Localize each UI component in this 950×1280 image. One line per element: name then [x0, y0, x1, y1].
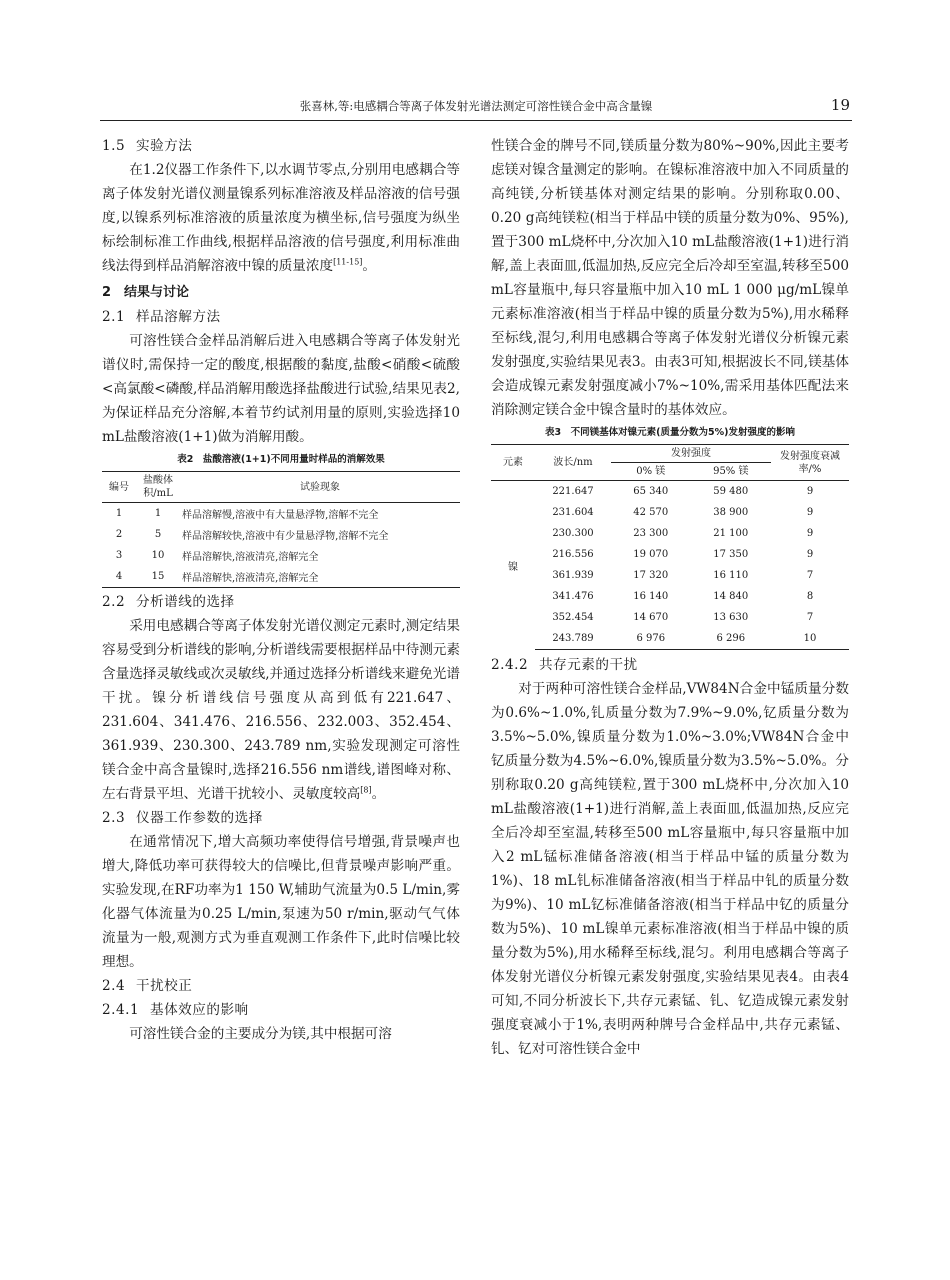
section-title: 分析谱线的选择: [136, 594, 235, 610]
right-column: [491, 134, 849, 1061]
section-heading-2: [102, 281, 460, 305]
section-heading-2-4-1: [102, 998, 460, 1022]
table-header: 发射强度衰减率/%: [771, 445, 849, 481]
paragraph: 性镁合金的牌号不同,镁质量分数为80%~90%,因此主要考虑镁对镍含量测定的影响。在镍标准溶液中加入不同质量的高纯镁,分析镁基体对测定结果的影响。分别称取0.00、0.20 g高纯镁粒(相当于样品中镁的质量分数为0%、95%),置于300 mL烧杯中,分次加入10 mL盐酸溶液(1+1)进行消解,盖上表面皿,低温加热,反应完全后冷却至室温,转移至500 mL容量瓶中,每只容量瓶中加入10 mL 1 000 μg/mL镍单元素标准溶液(相当于样品中镍的质量分数为5%),用水稀释至标线,混匀,利用电感耦合等离子体发射光谱仪分析镍元素发射强度,实验结果见表3。由表3可知,根据波长不同,镁基体会造成镍元素发射强度减小7%~10%,需采用基体匹配法来消除测定镁合金中镍含量时的基体效应。: [491, 138, 849, 418]
section-number: 2.2: [102, 594, 126, 610]
table-row: 231.604 42 570 38 900 9: [552, 507, 814, 518]
table-row: 243.789 6 976 6 296 10: [491, 628, 849, 650]
section-title: 干扰校正: [136, 978, 193, 994]
table-header: 编号: [102, 472, 136, 503]
table-header: 95% 镁: [713, 466, 749, 477]
section-heading-1-5: [102, 134, 460, 158]
section-title: 共存元素的干扰: [539, 657, 638, 673]
table-header: 试验现象: [180, 472, 460, 503]
section-number: 2.4.1: [102, 1002, 140, 1018]
paragraph: 在1.2仪器工作条件下,以水调节零点,分别用电感耦合等离子体发射光谱仪测量镍系列标准溶液及样品溶液的信号强度,以镍系列标准溶液的质量浓度为横坐标,信号强度为纵坐标绘制标准工作曲线,根据样品溶液的信号强度,利用标准曲线法得到样品消解溶液中镍的质量浓度[11-15]。: [102, 162, 460, 274]
element-cell: 镍: [491, 481, 535, 650]
section-heading-2-4-2: [491, 653, 849, 677]
left-column: [102, 134, 460, 1046]
table-header: 发射强度: [611, 445, 771, 463]
section-heading-2-1: [102, 305, 460, 329]
section-number: 2.1: [102, 309, 126, 325]
table-header: 元素: [491, 445, 535, 481]
table-row: 4 15 样品溶解快,溶液清亮,溶解完全: [102, 566, 460, 588]
section-number: 2.3: [102, 810, 126, 826]
table-row: 3 10 样品溶解快,溶液清亮,溶解完全: [115, 550, 319, 563]
paragraph: 可溶性镁合金样品消解后进入电感耦合等离子体发射光谱仪时,需保持一定的酸度,根据酸的黏度,盐酸<硝酸<硫酸<高氯酸<磷酸,样品消解用酸选择盐酸进行试验,结果见表2,为保证样品充分溶解,本着节约试剂用量的原则,实验选择10 mL盐酸溶液(1+1)做为消解用酸。: [102, 333, 460, 445]
table-row: 341.476 16 140 14 840 8: [552, 591, 814, 602]
table-2-caption: 表2 盐酸溶液(1+1)不同用量时样品的消解效果: [177, 454, 385, 465]
table-row: 361.939 17 320 16 110 7: [552, 570, 814, 581]
paragraph: 采用电感耦合等离子体发射光谱仪测定元素时,测定结果容易受到分析谱线的影响,分析谱线需要根据样品中待测元素含量选择灵敏线或次灵敏线,并通过选择分析谱线来避免光谱干扰。镍分析谱线信号强度从高到低有221.647、231.604、341.476、216.556、232.003、352.454、361.939、230.300、243.789 nm,实验发现测定可溶性镁合金中高含量镍时,选择216.556 nm谱线,谱图峰对称、左右背景平坦、光谱干扰较小、灵敏度较高[8]。: [102, 618, 460, 802]
table-row: 216.556 19 070 17 350 9: [552, 549, 814, 560]
table-3: [491, 444, 849, 650]
citation[interactable]: [11-15]: [333, 257, 363, 267]
section-heading-2-2: [102, 590, 460, 614]
table-3-caption: 表3 不同镁基体对镍元素(质量分数为5%)发射强度的影响: [545, 427, 795, 438]
table-row: 镍 221.647 65 340 59 480 9: [491, 481, 849, 503]
section-number: 1.5: [102, 138, 126, 154]
section-number: 2.4: [102, 978, 126, 994]
section-number: 2.4.2: [491, 657, 529, 673]
section-title: 样品溶解方法: [136, 309, 221, 325]
section-title: 基体效应的影响: [150, 1002, 249, 1018]
paragraph: 在通常情况下,增大高频功率使得信号增强,背景噪声也增大,降低功率可获得较大的信噪比,但背景噪声影响严重。实验发现,在RF功率为1 150 W,辅助气流量为0.5 L/min,雾化器气体流量为0.25 L/min,泵速为50 r/min,驱动气气体流量为一般,观测方式为垂直观测工作条件下,此时信噪比较理想。: [102, 834, 460, 970]
table-row: 230.300 23 300 21 100 9: [552, 528, 814, 539]
table-header: 0% 镁: [636, 466, 666, 477]
section-heading-2-3: [102, 806, 460, 830]
table-header: 盐酸体积/mL: [136, 472, 180, 503]
section-title: 结果与讨论: [124, 285, 190, 300]
running-header: [100, 96, 852, 121]
table-row: 352.454 14 670 13 630 7: [552, 612, 814, 623]
running-header-title: 张喜林,等:电感耦合等离子体发射光谱法测定可溶性镁合金中高含量镍: [299, 99, 653, 113]
paragraph: 对于两种可溶性镁合金样品,VW84N合金中锰质量分数为0.6%~1.0%,钆质量分数为7.9%~9.0%,钇质量分数为3.5%~5.0%,镍质量分数为1.0%~3.0%;VW84N合金中钇质量分数为4.5%~6.0%,镍质量分数为3.5%~5.0%。分别称取0.20 g高纯镁粒,置于300 mL烧杯中,分次加入10 mL盐酸溶液(1+1)进行消解,盖上表面皿,低温加热,反应完全后冷却至室温,转移至500 mL容量瓶中,每只容量瓶中加入2 mL锰标准储备溶液(相当于样品中锰的质量分数为1%)、18 mL钆标准储备溶液(相当于样品中钆的质量分数为9%)、10 mL钇标准储备溶液(相当于样品中钇的质量分数为5%)、10 mL镍单元素标准溶液(相当于样品中镍的质量分数为5%),用水稀释至标线,混匀。利用电感耦合等离子体发射光谱仪分析镍元素发射强度,实验结果见表4。由表4可知,不同分析波长下,共存元素锰、钆、钇造成镍元素发射强度衰减小于1%,表明两种牌号合金样品中,共存元素锰、钆、钇对可溶性镁合金中: [491, 681, 849, 1057]
table-2: [102, 471, 460, 588]
section-heading-2-4: [102, 974, 460, 998]
section-number: 2: [102, 285, 112, 300]
section-title: 仪器工作参数的选择: [136, 810, 263, 826]
table-header: 波长/nm: [535, 445, 611, 481]
section-title: 实验方法: [136, 138, 193, 154]
page-number: 19: [830, 96, 850, 114]
paragraph: 可溶性镁合金的主要成分为镁,其中根据可溶: [129, 1026, 392, 1042]
citation[interactable]: [8]: [360, 785, 372, 795]
table-row: 2 5 样品溶解较快,溶液中有少量悬浮物,溶解不完全: [115, 529, 389, 542]
table-row: 1 1 样品溶解慢,溶液中有大量悬浮物,溶解不完全: [102, 503, 460, 525]
